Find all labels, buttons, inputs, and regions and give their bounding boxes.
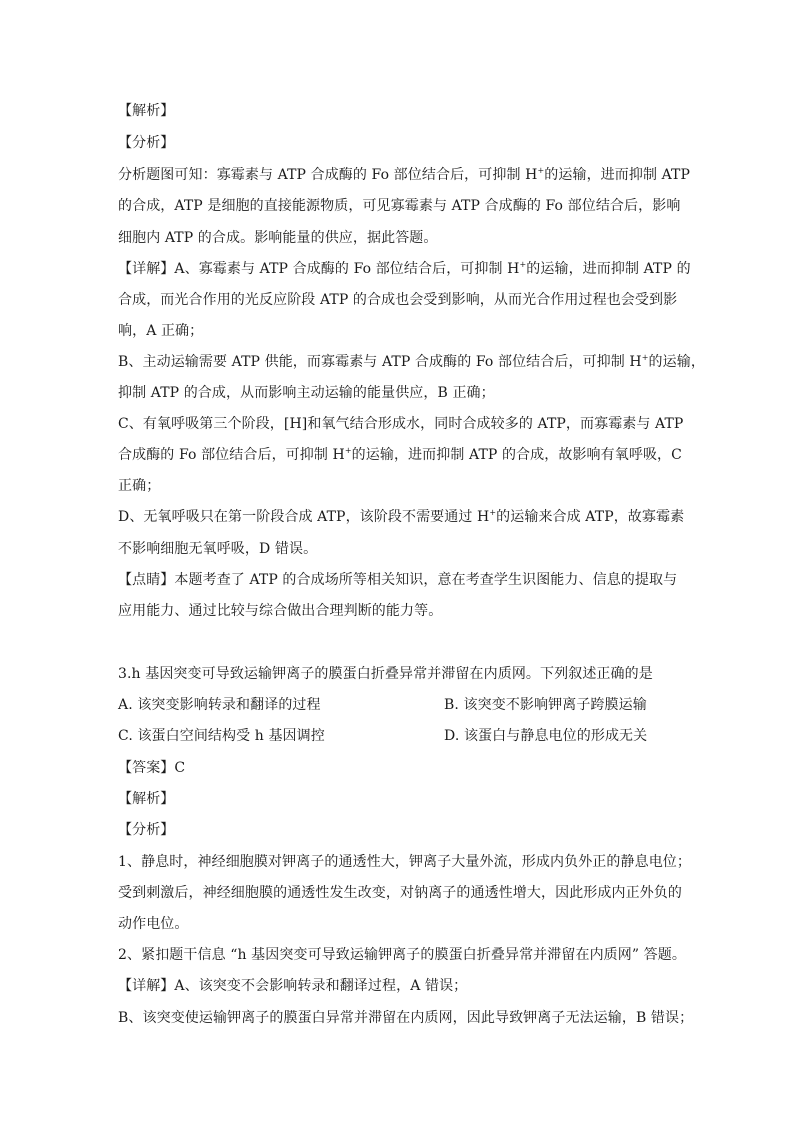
option-b: B. 该突变不影响钾离子跨膜运输 [444,697,647,713]
jiexi-heading: 【解析】 [118,103,175,119]
jiexi-heading: 【解析】 [118,791,175,807]
option-c: C. 该蛋白空间结构受 h 基因调控 [118,728,325,744]
option-a: A. 该突变影响转录和翻译的过程 [118,697,321,713]
comment-line: 应用能力、通过比较与综合做出合理判断的能力等。 [118,603,443,619]
analysis-line: 动作电位。 [118,916,189,932]
option-d: D. 该蛋白与静息电位的形成无关 [444,728,648,744]
detail-line: C、有氧呼吸第三个阶段，[H]和氧气结合形成水，同时合成较多的 ATP，而寡霉素与 ATP [118,416,684,432]
detail-line: 合成酶的 Fo 部位结合后，可抑制 H+的运输，进而抑制 ATP 的合成，故影响有氧呼吸，C [118,446,682,463]
detail-line: B、主动运输需要 ATP 供能，而寡霉素与 ATP 合成酶的 Fo 部位结合后，可抑制 H+的运输， [118,353,705,370]
comment-line: 【点睛】本题考查了 ATP 的合成场所等相关知识，意在考查学生识图能力、信息的提取与 [118,572,678,588]
analysis-line: 2、紧扣题干信息 “h 基因突变可导致运输钾离子的膜蛋白折叠异常并滞留在内质网” 答题。 [118,947,686,963]
analysis-line: 细胞内 ATP 的合成。影响能量的供应，据此答题。 [118,230,438,246]
fenxi-heading: 【分析】 [118,822,175,838]
detail-line: 不影响细胞无氧呼吸，D 错误。 [118,541,318,557]
detail-line: 合成，而光合作用的光反应阶段 ATP 的合成也会受到影响，从而光合作用过程也会受到影 [118,292,678,308]
detail-line: 正确； [118,478,161,494]
answer: 【答案】C [118,760,186,776]
question-stem: 3.h 基因突变可导致运输钾离子的膜蛋白折叠异常并滞留在内质网。下列叙述正确的是 [118,666,653,682]
detail-line: 抑制 ATP 的合成，从而影响主动运输的能量供应，B 正确； [118,385,495,401]
detail-line: 响，A 正确； [118,323,204,339]
analysis-line: 分析题图可知：寡霉素与 ATP 合成酶的 Fo 部位结合后，可抑制 H+的运输，进而抑制 ATP [118,166,691,183]
analysis-line: 的合成，ATP 是细胞的直接能源物质，可见寡霉素与 ATP 合成酶的 Fo 部位结合后，影响 [118,198,681,214]
analysis-line: 1、静息时，神经细胞膜对钾离子的通透性大，钾离子大量外流，形成内负外正的静息电位； [118,854,692,870]
analysis-line: 受到刺激后，神经细胞膜的通透性发生改变，对钠离子的通透性增大，因此形成内正外负的 [118,885,682,901]
detail-line: 【详解】A、该突变不会影响转录和翻译过程，A 错误； [118,978,468,994]
detail-line: B、该突变使运输钾离子的膜蛋白异常并滞留在内质网，因此导致钾离子无法运输，B 错误； [118,1010,694,1026]
detail-line: 【详解】A、寡霉素与 ATP 合成酶的 Fo 部位结合后，可抑制 H+的运输，进而抑制 ATP 的 [118,260,691,277]
fenxi-heading: 【分析】 [118,135,175,151]
detail-line: D、无氧呼吸只在第一阶段合成 ATP，该阶段不需要通过 H+的运输来合成 ATP，故寡霉素 [118,508,685,525]
